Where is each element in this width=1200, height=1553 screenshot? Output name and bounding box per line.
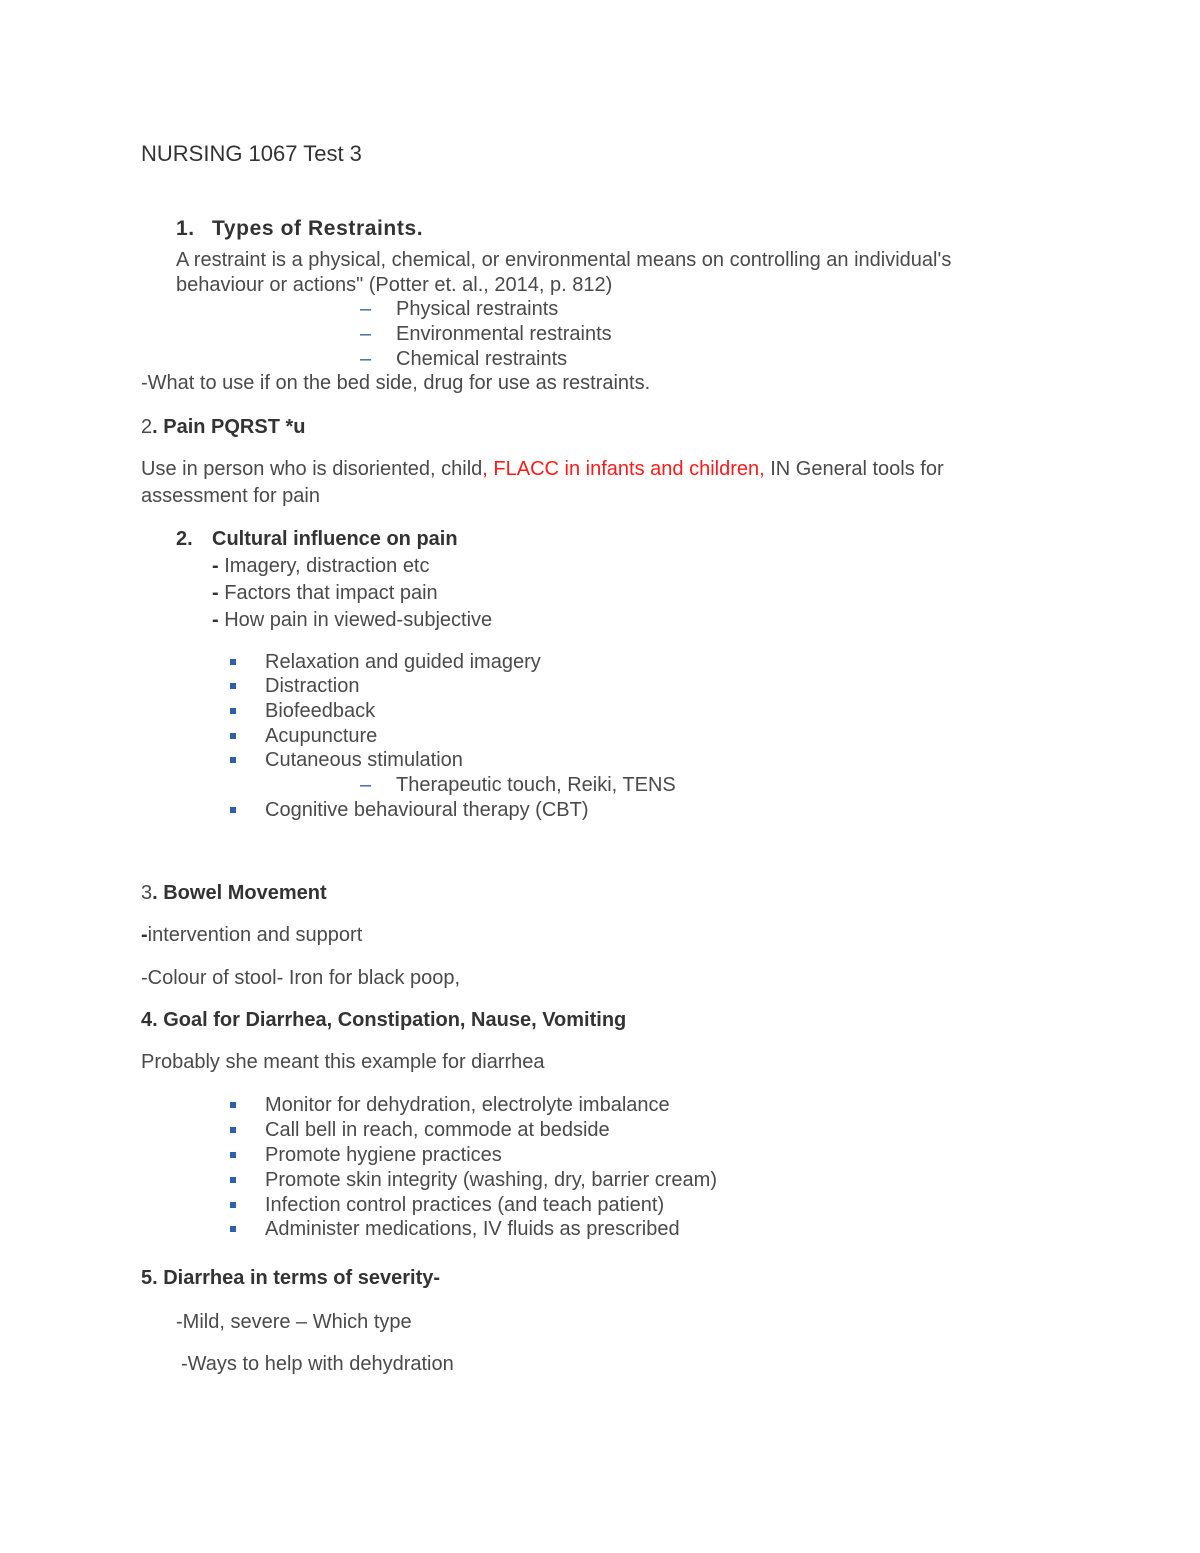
restraint-item-chemical: Chemical restraints — [396, 348, 568, 370]
section-3-title: . Bowel Movement — [152, 882, 327, 904]
bullet-icon — [230, 659, 236, 665]
list-item: Distraction — [265, 675, 360, 697]
bullet-icon — [230, 807, 236, 813]
section-1-paragraph-line-1: A restraint is a physical, chemical, or environmental means on controlling an individual's — [176, 249, 952, 271]
list-item: Administer medications, IV fluids as prescribed — [265, 1218, 680, 1240]
list-item: Promote hygiene practices — [265, 1144, 502, 1166]
section-2-text-a: Use in person who is disoriented, child — [141, 458, 483, 480]
bullet-icon — [230, 683, 236, 689]
section-1-paragraph-line-2: behaviour or actions" (Potter et. al., 2014, p. 812) — [176, 274, 613, 296]
list-item: Cognitive behavioural therapy (CBT) — [265, 799, 589, 821]
list-item: Infection control practices (and teach patient) — [265, 1194, 665, 1216]
section-2-title: . Pain PQRST *u — [152, 416, 306, 438]
dash-marker: – — [360, 348, 372, 370]
list-item: Monitor for dehydration, electrolyte imbalance — [265, 1094, 670, 1116]
section-3-line-1: -intervention and support — [141, 924, 363, 946]
bullet-icon — [230, 708, 236, 714]
dash-marker: – — [360, 323, 372, 345]
bullet-icon — [230, 1127, 236, 1133]
bullet-icon — [230, 1177, 236, 1183]
section-cultural-heading: Cultural influence on pain — [212, 528, 458, 550]
section-2-number: 2 — [141, 416, 153, 438]
section-1-note: -What to use if on the bed side, drug for use as restraints. — [141, 372, 651, 394]
list-item: Biofeedback — [265, 700, 376, 722]
list-item: Call bell in reach, commode at bedside — [265, 1119, 610, 1141]
section-4-intro: Probably she meant this example for diarrhea — [141, 1051, 545, 1073]
section-5-heading: 5. Diarrhea in terms of severity- — [141, 1267, 441, 1289]
bullet-icon — [230, 1226, 236, 1232]
section-1-heading: Types of Restraints. — [212, 217, 424, 240]
list-item: Relaxation and guided imagery — [265, 651, 541, 673]
section-3-heading — [141, 881, 327, 906]
dash-marker: – — [360, 774, 372, 796]
bullet-icon — [230, 1152, 236, 1158]
bullet-icon — [230, 1102, 236, 1108]
section-3-line-2: -Colour of stool- Iron for black poop, — [141, 967, 461, 989]
list-item: Acupuncture — [265, 725, 378, 747]
cultural-sub-item: - Imagery, distraction etc — [212, 555, 430, 577]
list-item: Promote skin integrity (washing, dry, barrier cream) — [265, 1169, 717, 1191]
restraint-item-physical: Physical restraints — [396, 298, 559, 320]
document-title: NURSING 1067 Test 3 — [141, 141, 362, 166]
section-2-line-1 — [141, 457, 944, 482]
bullet-icon — [230, 733, 236, 739]
section-5-line-2: -Ways to help with dehydration — [181, 1353, 454, 1375]
cultural-sub-item: - Factors that impact pain — [212, 582, 438, 604]
cultural-sub-item: - How pain in viewed-subjective — [212, 609, 493, 631]
nested-list-item: Therapeutic touch, Reiki, TENS — [396, 774, 676, 796]
list-item: Cutaneous stimulation — [265, 749, 463, 771]
bullet-icon — [230, 757, 236, 763]
section-1-number: 1. — [176, 217, 195, 240]
restraint-item-environmental: Environmental restraints — [396, 323, 612, 345]
bullet-icon — [230, 1202, 236, 1208]
section-4-heading: 4. Goal for Diarrhea, Constipation, Nause, Vomiting — [141, 1009, 627, 1031]
flacc-highlight: , FLACC in infants and children, — [482, 458, 765, 480]
section-5-line-1: -Mild, severe – Which type — [176, 1311, 412, 1333]
section-cultural-number: 2. — [176, 528, 193, 550]
section-2-line-2: assessment for pain — [141, 485, 320, 507]
section-2-text-c: IN General tools for — [764, 458, 944, 480]
section-3-number: 3 — [141, 882, 153, 904]
section-2-heading — [141, 415, 305, 440]
dash-marker: – — [360, 298, 372, 320]
